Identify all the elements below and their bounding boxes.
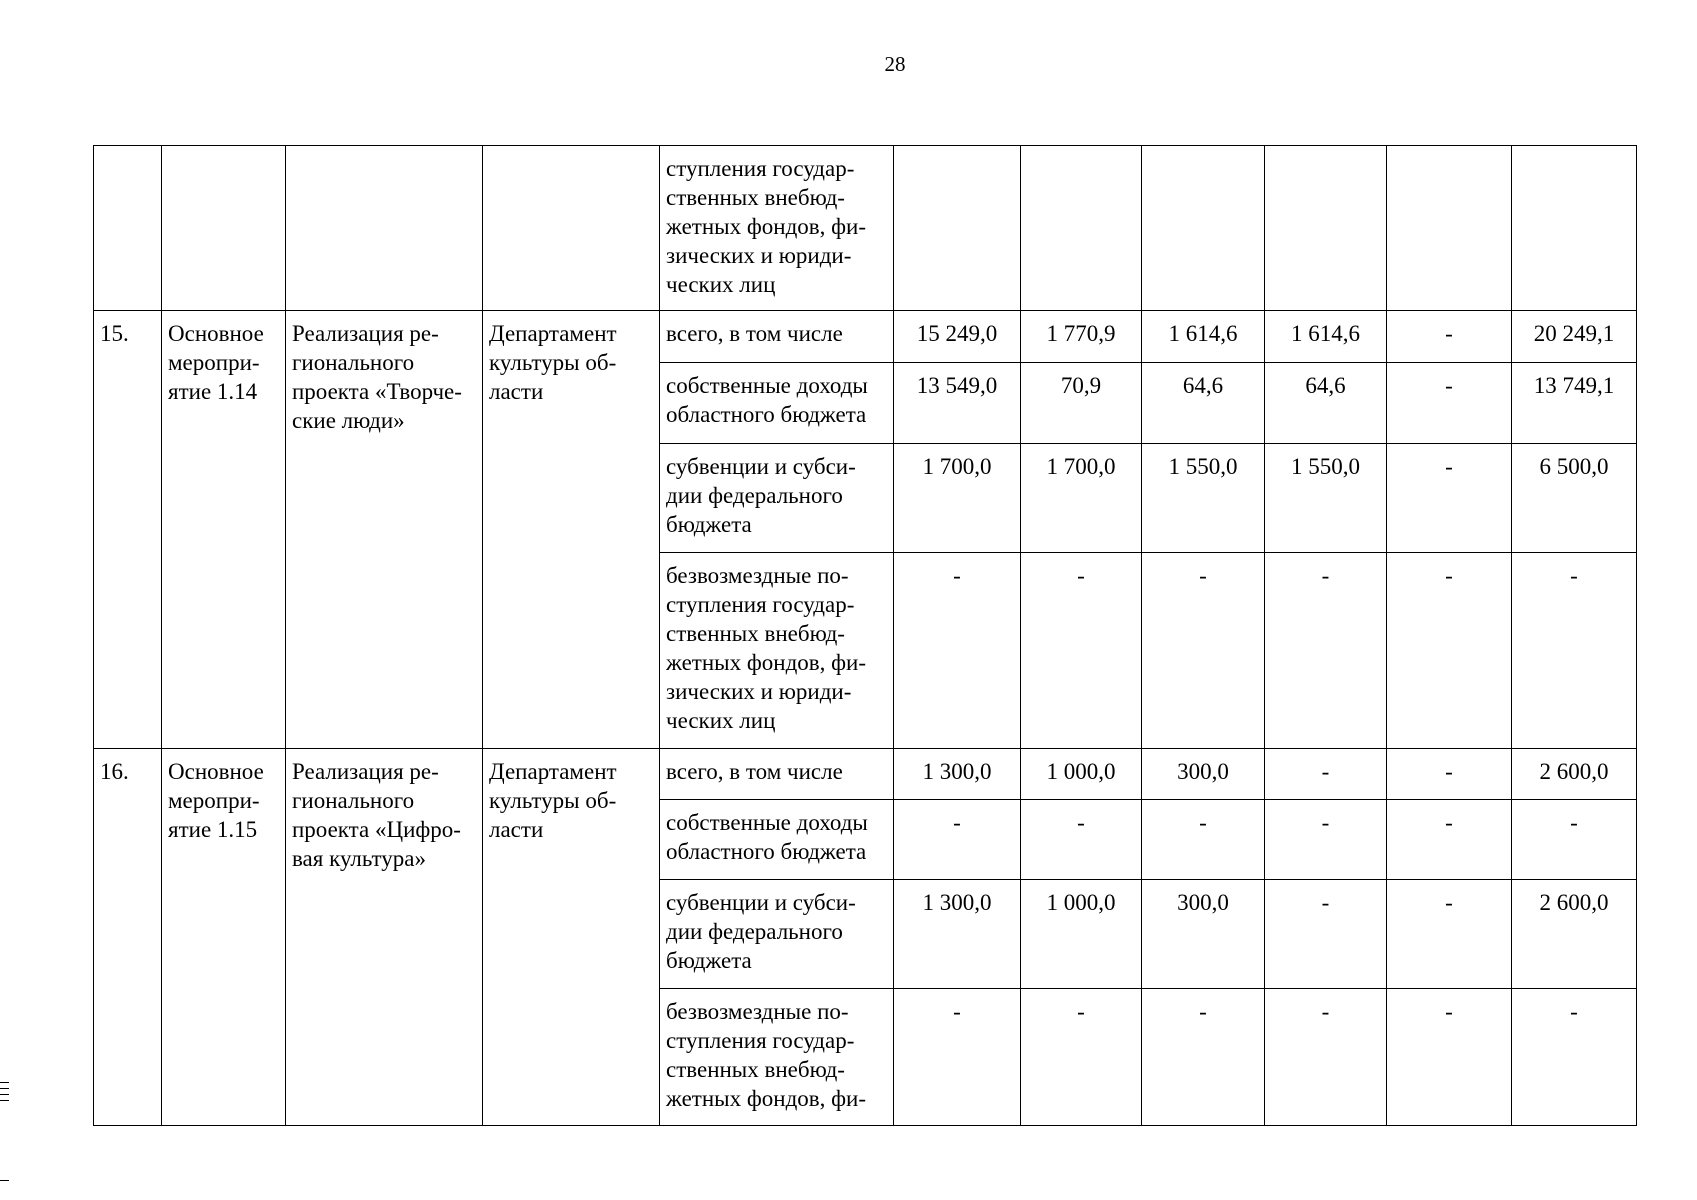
value-cell: - xyxy=(1142,553,1265,749)
value-cell: - xyxy=(1387,800,1512,880)
value-cell: - xyxy=(1387,444,1512,553)
funding-source-cell xyxy=(660,800,894,880)
event-label: Основное меропри- ятие 1.15 xyxy=(168,759,264,842)
funding-source-label: всего, в том числе xyxy=(666,759,843,784)
project-title: Реализация ре- гионального проекта «Цифро- вая культура» xyxy=(292,759,461,871)
scan-mark xyxy=(0,1094,9,1095)
table-cell xyxy=(1142,146,1265,311)
value-cell: - xyxy=(1265,553,1387,749)
funding-source-label: субвенции и субси- дии федерального бюджета xyxy=(666,890,856,973)
value-cell: - xyxy=(1512,553,1637,749)
value-cell: 1 614,6 xyxy=(1265,311,1387,363)
row-number: 15. xyxy=(94,311,162,749)
funding-source-label: ступления государ- ственных внебюд- жетных фондов, фи- зических и юриди- ческих лиц xyxy=(666,156,867,297)
value-cell: 64,6 xyxy=(1142,363,1265,444)
value-cell: 1 000,0 xyxy=(1021,880,1142,989)
value-cell: 2 600,0 xyxy=(1512,880,1637,989)
table-cell xyxy=(1265,146,1387,311)
value-cell: 20 249,1 xyxy=(1512,311,1637,363)
funding-source-cell xyxy=(660,989,894,1126)
funding-source-cell xyxy=(660,444,894,553)
value-cell: - xyxy=(1387,989,1512,1126)
value-cell: - xyxy=(1512,800,1637,880)
executor-cell xyxy=(483,311,660,749)
value-cell: 64,6 xyxy=(1265,363,1387,444)
funding-source-cell xyxy=(660,749,894,800)
value-cell: 6 500,0 xyxy=(1512,444,1637,553)
project-title-cell xyxy=(286,749,483,1126)
value-cell: 70,9 xyxy=(1021,363,1142,444)
project-title: Реализация ре- гионального проекта «Творче- ские люди» xyxy=(292,321,462,433)
value-cell: - xyxy=(894,989,1021,1126)
funding-source-label: всего, в том числе xyxy=(666,321,843,346)
table-cell xyxy=(286,146,483,311)
table-cell xyxy=(1021,146,1142,311)
value-cell: - xyxy=(1265,989,1387,1126)
event-cell xyxy=(162,311,286,749)
value-cell: - xyxy=(894,800,1021,880)
value-cell: 1 700,0 xyxy=(894,444,1021,553)
scan-mark xyxy=(0,1180,9,1181)
value-cell: - xyxy=(1021,553,1142,749)
table-row-continued xyxy=(94,146,1637,311)
scan-mark xyxy=(0,1100,9,1101)
value-cell: 1 550,0 xyxy=(1265,444,1387,553)
value-cell: 1 300,0 xyxy=(894,880,1021,989)
event-cell xyxy=(162,749,286,1126)
table-row xyxy=(94,311,1637,363)
project-title-cell xyxy=(286,311,483,749)
value-cell: - xyxy=(1512,989,1637,1126)
value-cell: - xyxy=(1021,989,1142,1126)
funding-source-cell xyxy=(660,880,894,989)
executor-label: Департамент культуры об- ласти xyxy=(489,759,617,842)
value-cell: 1 000,0 xyxy=(1021,749,1142,800)
event-label: Основное меропри- ятие 1.14 xyxy=(168,321,264,404)
funding-source-cell xyxy=(660,146,894,311)
scan-mark xyxy=(0,1088,9,1089)
value-cell: - xyxy=(1265,880,1387,989)
value-cell: - xyxy=(1265,800,1387,880)
value-cell: - xyxy=(1265,749,1387,800)
value-cell: - xyxy=(1387,749,1512,800)
value-cell: 1 550,0 xyxy=(1142,444,1265,553)
funding-source-cell xyxy=(660,363,894,444)
value-cell: - xyxy=(1387,311,1512,363)
funding-source-label: безвозмездные по- ступления государ- ственных внебюд- жетных фондов, фи- зических и юриди- ческих лиц xyxy=(666,563,867,733)
value-cell: - xyxy=(1021,800,1142,880)
scan-mark xyxy=(0,1082,9,1083)
table-cell xyxy=(94,146,162,311)
funding-source-label: собственные доходы областного бюджета xyxy=(666,373,868,427)
value-cell: 300,0 xyxy=(1142,880,1265,989)
funding-source-label: безвозмездные по- ступления государ- ственных внебюд- жетных фондов, фи- xyxy=(666,999,867,1111)
value-cell: 2 600,0 xyxy=(1512,749,1637,800)
value-cell: 1 770,9 xyxy=(1021,311,1142,363)
page-number: 28 xyxy=(884,52,906,76)
funding-source-label: собственные доходы областного бюджета xyxy=(666,810,868,864)
funding-source-label: субвенции и субси- дии федерального бюджета xyxy=(666,454,856,537)
table-row xyxy=(94,749,1637,800)
table-cell xyxy=(1512,146,1637,311)
executor-label: Департамент культуры об- ласти xyxy=(489,321,617,404)
executor-cell xyxy=(483,749,660,1126)
value-cell: 300,0 xyxy=(1142,749,1265,800)
value-cell: - xyxy=(1387,553,1512,749)
row-number: 16. xyxy=(94,749,162,1126)
value-cell: 13 749,1 xyxy=(1512,363,1637,444)
funding-source-cell xyxy=(660,311,894,363)
value-cell: 1 614,6 xyxy=(1142,311,1265,363)
table-cell xyxy=(483,146,660,311)
table-cell xyxy=(162,146,286,311)
value-cell: 15 249,0 xyxy=(894,311,1021,363)
value-cell: - xyxy=(1142,800,1265,880)
value-cell: - xyxy=(1387,363,1512,444)
value-cell: 1 700,0 xyxy=(1021,444,1142,553)
table-cell xyxy=(1387,146,1512,311)
value-cell: - xyxy=(1387,880,1512,989)
value-cell: 1 300,0 xyxy=(894,749,1021,800)
funding-table xyxy=(93,145,1637,1126)
value-cell: 13 549,0 xyxy=(894,363,1021,444)
value-cell: - xyxy=(894,553,1021,749)
funding-source-cell xyxy=(660,553,894,749)
value-cell: - xyxy=(1142,989,1265,1126)
table-cell xyxy=(894,146,1021,311)
